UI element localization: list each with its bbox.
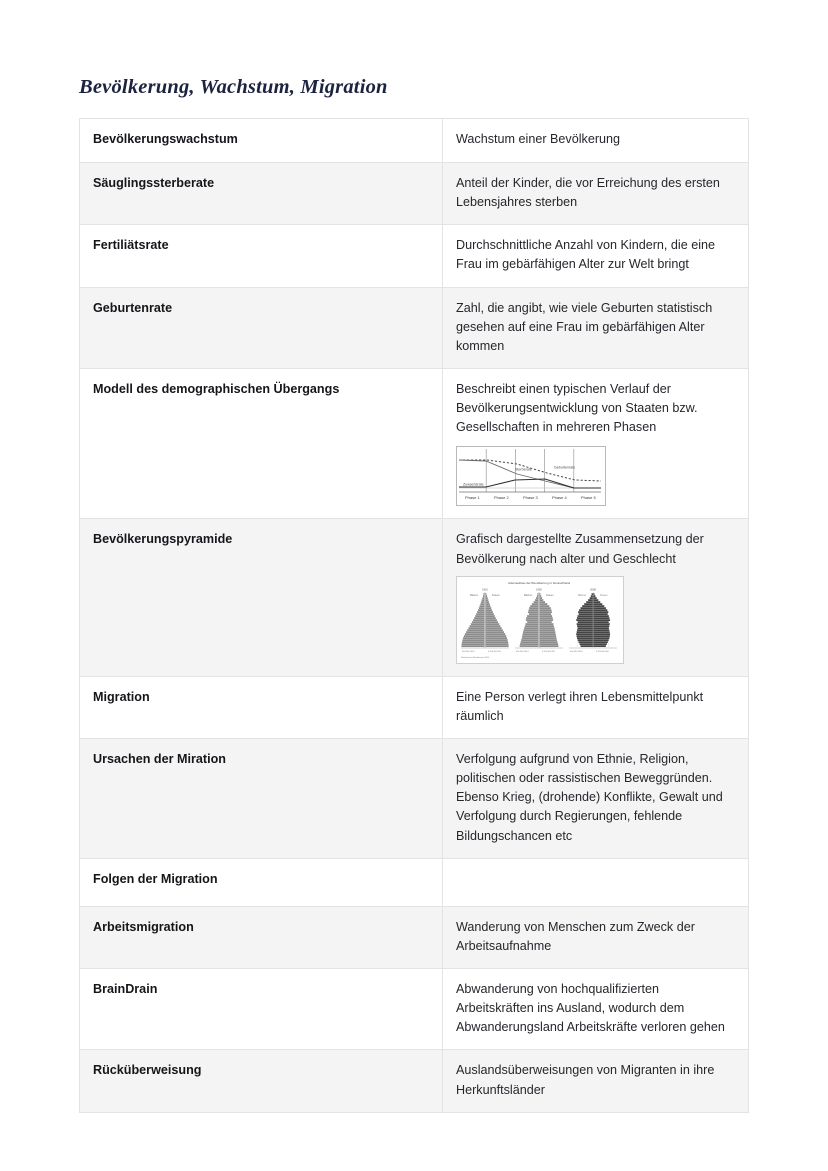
definition-text: Beschreibt einen typischen Verlauf der Bevölkerungsentwicklung von Staaten bzw. Gesellschaften in mehreren Phasen xyxy=(456,381,698,435)
population-pyramid-svg xyxy=(457,577,621,661)
svg-text:Frauen: Frauen xyxy=(546,593,554,597)
definition-cell: Durchschnittliche Anzahl von Kindern, die eine Frau im gebärfähigen Alter zur Welt bringt xyxy=(443,225,749,287)
definition-cell: Abwanderung von hochqualifizierten Arbeitskräften ins Ausland, wodurch dem Abwanderungsland Arbeitskräfte verloren gehen xyxy=(443,968,749,1049)
definition-cell: Wachstum einer Bevölkerung xyxy=(443,119,749,163)
term-cell: BrainDrain xyxy=(80,968,443,1049)
table-row xyxy=(80,738,749,858)
table-row xyxy=(80,968,749,1049)
curve-label-zuwachsrate: Zuwachsrate xyxy=(463,482,484,487)
pyramid-chart-title: Altersaufbau der Bevölkerung in Deutschland xyxy=(507,580,571,585)
phase-label: Phase 1 xyxy=(465,495,480,501)
term-cell: Rücküberweisung xyxy=(80,1050,443,1112)
demographic-transition-svg xyxy=(457,447,603,503)
svg-text:Männer: Männer xyxy=(524,593,533,597)
pyramid-chart-source: Statistisches Bundesamt 2009 xyxy=(461,656,489,659)
svg-text:0 200 400 600: 0 200 400 600 xyxy=(488,650,501,653)
table-row xyxy=(80,676,749,738)
svg-text:1950: 1950 xyxy=(536,588,542,592)
definition-cell: Wanderung von Menschen zum Zweck der Arbeitsaufnahme xyxy=(443,906,749,968)
definition-cell: Eine Person verlegt ihren Lebensmittelpunkt räumlich xyxy=(443,676,749,738)
svg-text:2008: 2008 xyxy=(590,588,596,592)
definition-cell: Auslandsüberweisungen von Migranten in ihre Herkunftsländer xyxy=(443,1050,749,1112)
glossary-table-body xyxy=(80,119,749,1113)
svg-text:Männer: Männer xyxy=(470,593,479,597)
term-cell: Modell des demographischen Übergangs xyxy=(80,368,443,518)
svg-text:0 200 400 600: 0 200 400 600 xyxy=(596,650,609,653)
table-row xyxy=(80,906,749,968)
term-cell: Ursachen der Miration xyxy=(80,738,443,858)
svg-text:600 400 200 0: 600 400 200 0 xyxy=(570,650,583,653)
definition-cell xyxy=(443,858,749,906)
definition-cell: Verfolgung aufgrund von Ethnie, Religion, politischen oder rassistischen Beweggründen. Ebenso Krieg, (drohende) Konflikte, Gewalt und Verfolgung durch Regierungen, fehlende Bildungschancen etc xyxy=(443,738,749,858)
table-row xyxy=(80,287,749,368)
phase-label: Phase 5 xyxy=(581,495,596,501)
curve-label-geburtenrate: Geburtenrate xyxy=(554,465,576,470)
svg-text:1910: 1910 xyxy=(482,588,488,592)
table-row xyxy=(80,519,749,676)
term-cell: Migration xyxy=(80,676,443,738)
table-row xyxy=(80,858,749,906)
table-row xyxy=(80,1050,749,1112)
term-cell: Arbeitsmigration xyxy=(80,906,443,968)
definition-text: Grafisch dargestellte Zusammensetzung der Bevölkerung nach alter und Geschlecht xyxy=(456,532,704,566)
page-title: Bevölkerung, Wachstum, Migration xyxy=(79,76,388,98)
svg-text:600 400 200 0: 600 400 200 0 xyxy=(516,650,529,653)
svg-text:Frauen: Frauen xyxy=(600,593,608,597)
svg-text:Männer: Männer xyxy=(578,593,587,597)
table-row xyxy=(80,225,749,287)
table-row xyxy=(80,368,749,518)
svg-text:600 400 200 0: 600 400 200 0 xyxy=(462,650,475,653)
table-row xyxy=(80,119,749,163)
table-row xyxy=(80,163,749,225)
phase-label: Phase 2 xyxy=(494,495,509,501)
term-cell: Bevölkerungspyramide xyxy=(80,519,443,676)
term-cell: Folgen der Migration xyxy=(80,858,443,906)
demographic-transition-model-figure xyxy=(456,446,606,506)
svg-text:0 200 400 600: 0 200 400 600 xyxy=(542,650,555,653)
definition-cell: Anteil der Kinder, die vor Erreichung des ersten Lebensjahres sterben xyxy=(443,163,749,225)
definition-cell xyxy=(443,368,749,518)
term-cell: Bevölkerungswachstum xyxy=(80,119,443,163)
curve-label-sterberate: Sterberate xyxy=(515,467,532,472)
term-cell: Geburtenrate xyxy=(80,287,443,368)
phase-label: Phase 3 xyxy=(523,495,538,501)
term-cell: Fertiliätsrate xyxy=(80,225,443,287)
phase-label: Phase 4 xyxy=(552,495,567,501)
term-cell: Säuglingssterberate xyxy=(80,163,443,225)
definition-cell xyxy=(443,519,749,676)
population-pyramid-figure xyxy=(456,576,624,664)
glossary-table xyxy=(79,118,749,1113)
svg-text:Frauen: Frauen xyxy=(492,593,500,597)
definition-cell: Zahl, die angibt, wie viele Geburten statistisch gesehen auf eine Frau im gebärfähigen Alter kommen xyxy=(443,287,749,368)
